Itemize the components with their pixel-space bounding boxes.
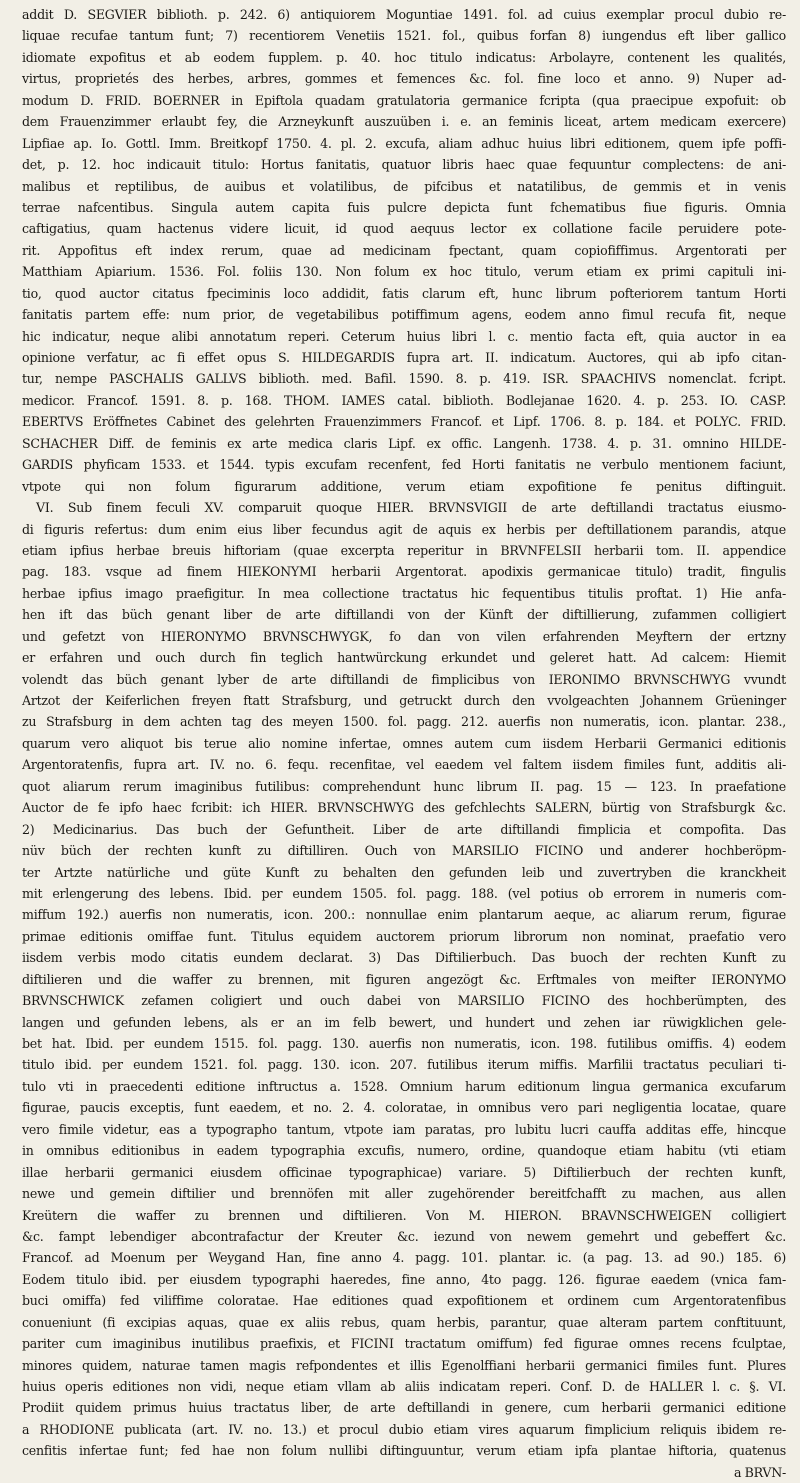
text-line: Eodem titulo ibid. per eiusdem typographi haeredes, fine anno, 4to pagg. 126. figurae eaedem (vnica fam- <box>22 1271 786 1287</box>
text-line: buci omiffa) fed viliffime coloratae. Hae editiones quad expofitionem et ordinem cum Argentoratenfibus <box>22 1293 786 1309</box>
text-line: tulo vti in praecedenti editione inftructus a. 1528. Omnium harum editionum lingua germanica excufarum <box>22 1078 786 1094</box>
text-line: figurae, paucis exceptis, funt eaedem, et no. 2. 4. coloratae, in omnibus vero pari negligentia locatae, quare <box>22 1100 786 1116</box>
text-line: tur, nempe PASCHALIS GALLVS biblioth. med. Bafil. 1590. 8. p. 419. ISR. SPAACHIVS nomenclat. fcript. <box>22 371 786 387</box>
text-line: caftigatius, quam hactenus videre licuit, id quod aequus lector ex collatione facile peruidere pote- <box>22 221 786 237</box>
text-line: quot aliarum rerum imaginibus futilibus: comprehendunt hunc librum II. pag. 15 — 123. In praefatione <box>22 778 786 794</box>
text-line: Auctor de fe ipfo haec fcribit: ich HIER. BRVNSCHWYG des gefchlechts SALERN, bürtig von Strafsburgk &c. <box>22 800 786 816</box>
text-line: 2) Medicinarius. Das buch der Gefuntheit. Liber de arte diftillandi fimplicia et compofita. Das <box>22 821 786 837</box>
text-line: malibus et reptilibus, de auibus et volatilibus, de pifcibus et natatilibus, de gemmis et in venis <box>22 178 786 194</box>
text-line: mit erlengerung des lebens. Ibid. per eundem 1505. fol. pagg. 188. (vel potius ob errorem in numeris com- <box>22 885 786 901</box>
text-line: quarum vero aliquot bis terue alio nomine infertae, omnes autem cum iisdem Herbarii Germanici editionis <box>22 735 786 751</box>
text-line: cenfitis infertae funt; fed hae non folum nullibi diftinguuntur, verum etiam ipfa plantae hiftoria, quatenus <box>22 1443 786 1459</box>
text-line: bet hat. Ibid. per eundem 1515. fol. pagg. 130. auerfis non numeratis, icon. 198. futilibus omiffis. 4) eodem <box>22 1036 786 1051</box>
text-line: det, p. 12. hoc indicauit titulo: Hortus fanitatis, quatuor libris haec quae fequuntur complectens: de ani- <box>22 157 786 173</box>
text-line: a RHODIONE publicata (art. IV. no. 13.) et procul dubio etiam vires aquarum fimplicium reliquis ibidem re- <box>22 1421 786 1437</box>
text-line: opinione verfatur, ac fi effet opus S. HILDEGARDIS fupra art. II. indicatum. Auctores, qui ab ipfo citan- <box>22 350 786 365</box>
text-line: Artzot der Keiferlichen freyen ftatt Strafsburg, und getruckt durch den vvolgeachten Johannem Grüeninger <box>22 693 786 708</box>
page-text-body <box>22 4 786 1483</box>
text-line: volendt das büch genant lyber de arte diftillandi de fimplicibus von IERONIMO BRVNSCHWYG vvundt <box>22 671 786 687</box>
text-line: modum D. FRID. BOERNER in Epiftola quadam gratulatoria germanice fcripta (qua praecipue expofuit: ob <box>22 92 786 108</box>
text-line: GARDIS phyficam 1533. et 1544. typis excufam recenfent, fed Horti fanitatis ne verbulo mentionem faciunt, <box>22 457 786 473</box>
text-line: terrae nafcentibus. Singula autem capita fuis pulcre depicta funt fchematibus fiue figuris. Omnia <box>22 199 786 215</box>
text-line: titulo ibid. per eundem 1521. fol. pagg. 130. icon. 207. futilibus iterum miffis. Marfilii tractatus peculiari ti- <box>22 1057 786 1073</box>
text-line: liquae recufae tantum funt; 7) recentiorem Venetiis 1521. fol., quibus forfan 8) iungendus eft liber gallico <box>22 28 786 44</box>
text-line: conueniunt (fi excipias aquas, quae ex aliis rebus, quam herbis, parantur, quae alteram partem conftituunt, <box>22 1314 786 1330</box>
text-line: EBERTVS Eröffnetes Cabinet des gelehrten Frauenzimmers Francof. et Lipf. 1706. 8. p. 184. et POLYC. FRID. <box>22 414 786 430</box>
text-line: iisdem verbis modo citatis eundem declarat. 3) Das Diftilierbuch. Das buoch der rechten Kunft zu <box>22 950 786 966</box>
text-line: zu Strafsburg in dem achten tag des meyen 1500. fol. pagg. 212. auerfis non numeratis, icon. plantar. 238., <box>22 714 786 730</box>
text-line: miffum 192.) auerfis non numeratis, icon. 200.: nonnullae enim plantarum aeque, ac aliarum rerum, figurae <box>22 907 786 923</box>
text-line: vtpote qui non folum figurarum additione, verum etiam expofitione fe penitus diftinguit. <box>22 478 786 494</box>
text-line: addit D. SEGVIER biblioth. p. 242. 6) antiquiorem Moguntiae 1491. fol. ad cuius exemplar procul dubio re- <box>22 7 786 22</box>
text-line: SCHACHER Diff. de feminis ex arte medica claris Lipf. ex offic. Langenh. 1738. 4. p. 31. omnino HILDE- <box>22 435 786 451</box>
text-line: &c. fampt lebendiger abcontrafactur der Kreuter &c. iezund von newem gemehrt und gebeffert &c. <box>22 1228 786 1244</box>
text-line: etiam ipfius herbae breuis hiftoriam (quae excerpta reperitur in BRVNFELSII herbarii tom. II. appendice <box>22 542 786 558</box>
text-line: minores quidem, naturae tamen magis refpondentes et illis Egenolffiani herbarii germanici fimiles funt. Plures <box>22 1357 786 1373</box>
text-line: VI. Sub finem feculi XV. comparuit quoque HIER. BRVNSVIGII de arte deftillandi tractatus eiusmo- <box>36 500 786 516</box>
text-line: und gefetzt von HIERONYMO BRVNSCHWYGK, fo dan von vilen erfahrenden Meyftern der ertzny <box>22 628 786 644</box>
text-line: primae editionis omiffae funt. Titulus equidem auctorem priorum librorum non nominat, praefatio vero <box>22 928 786 944</box>
text-line: vero fimile videtur, eas a typographo tantum, vtpote iam paratas, pro lubitu lucri cauffa additas effe, hincque <box>22 1121 786 1137</box>
text-line: a BRVN- <box>733 1464 786 1480</box>
text-line: tio, quod auctor citatus fpeciminis loco addidit, fatis clarum eft, hunc librum pofteriorem tantum Horti <box>22 285 786 301</box>
text-line: hen ift das büch genant liber de arte diftillandi von der Künft der diftillierung, zufammen colligiert <box>22 607 786 623</box>
text-line: rit. Appofitus eft index rerum, quae ad medicinam fpectant, quam copiofiffimus. Argentorati per <box>22 242 786 258</box>
text-line: ter Artzte natürliche und güte Kunft zu behalten den gefunden leib und zuvertryben die kranckheit <box>22 864 786 880</box>
text-line: Prodiit quidem primus huius tractatus liber, de arte deftillandi in genere, cum herbarii germanici editione <box>22 1400 786 1416</box>
text-line: in omnibus editionibus in eadem typographia excufis, numero, ordine, quandoque etiam habitu (vti etiam <box>22 1143 786 1159</box>
text-line: pag. 183. vsque ad finem HIEKONYMI herbarii Argentorat. apodixis germanicae titulo) tradit, fingulis <box>22 564 786 580</box>
text-line: BRVNSCHWICK zefamen coligiert und ouch dabei von MARSILIO FICINO des hochberümpten, des <box>22 993 786 1009</box>
text-line: virtus, proprietés des herbes, arbres, gommes et femences &c. fol. fine loco et anno. 9) Nuper ad- <box>22 71 786 87</box>
text-line: di figuris refertus: dum enim eius liber fecundus agit de aquis ex herbis per deftillationem parandis, atque <box>22 521 786 537</box>
text-line: Lipfiae ap. Io. Gottl. Imm. Breitkopf 1750. 4. pl. 2. excufa, aliam adhuc huius libri editionem, quem ipfe poffi- <box>22 135 786 151</box>
text-line: illae herbarii germanici eiusdem officinae typographicae) variare. 5) Diftilierbuch der rechten kunft, <box>22 1164 786 1180</box>
text-line: er erfahren und ouch durch fin teglich hantwürckung erkundet und geleret hatt. Ad calcem: Hiemit <box>22 650 786 666</box>
text-line: huius operis editiones non vidi, neque etiam vllam ab aliis indicatam reperi. Conf. D. de HALLER l. c. §. VI. <box>22 1379 786 1394</box>
text-line: herbae ipfius imago praefigitur. In mea collectione tractatus hic fequentibus titulis proftat. 1) Hie anfa- <box>22 585 786 601</box>
text-line: Matthiam Apiarium. 1536. Fol. foliis 130. Non folum ex hoc titulo, verum etiam ex primi capituli ini- <box>22 264 786 280</box>
text-line: diftilieren und die waffer zu brennen, mit figuren angezögt &c. Erftmales von meifter IERONYMO <box>22 971 786 987</box>
text-line: dem Frauenzimmer erlaubt fey, die Arzneykunft auszuüben i. e. an feminis liceat, artem medicam exercere) <box>22 114 786 130</box>
text-line: newe und gemein diftilier und brennöfen mit aller zugehörender bereitfchafft zu machen, aus allen <box>22 1186 786 1202</box>
text-line: Argentoratenfis, fupra art. IV. no. 6. fequ. recenfitae, vel eaedem vel faltem iisdem fimiles funt, additis ali- <box>22 757 786 773</box>
text-line: fanitatis partem effe: num prior, de vegetabilibus potiffimum agens, eodem anno fimul recufa fit, neque <box>22 307 786 323</box>
text-line: pariter cum imaginibus inutilibus praefixis, et FICINI tractatum omiffum) fed figurae omnes recens fculptae, <box>22 1336 786 1352</box>
text-line: nüv büch der rechten kunft zu diftilliren. Ouch von MARSILIO FICINO und anderer hochberöpm- <box>22 843 786 859</box>
text-line: medicor. Francof. 1591. 8. p. 168. THOM. IAMES catal. biblioth. Bodlejanae 1620. 4. p. 253. IO. CASP. <box>22 392 786 408</box>
text-line: Kreütern die waffer zu brennen und diftilieren. Von M. HIERON. BRAVNSCHWEIGEN colligiert <box>22 1207 786 1223</box>
text-line: Francof. ad Moenum per Weygand Han, fine anno 4. pagg. 101. plantar. ic. (a pag. 13. ad 90.) 185. 6) <box>22 1250 786 1266</box>
text-line: langen und gefunden lebens, als er an im felb bewert, und hundert und zehen iar rüwigklichen gele- <box>22 1014 786 1030</box>
text-line: idiomate expofitus et ab eodem fupplem. p. 40. hoc titulo indicatus: Arbolayre, contenent les qualités, <box>22 49 786 65</box>
text-line: hic indicatur, neque alibi annotatum reperi. Ceterum huius libri l. c. mentio facta eft, quia auctor in ea <box>22 328 786 344</box>
